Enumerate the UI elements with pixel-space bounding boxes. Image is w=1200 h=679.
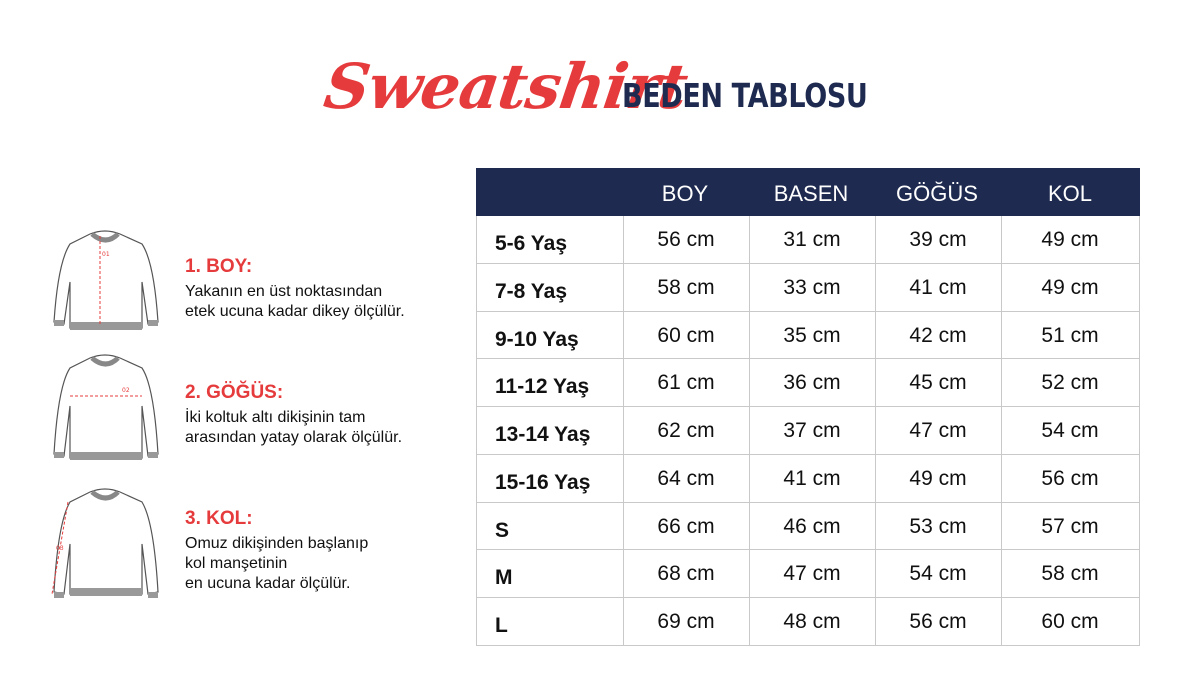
- guide-heading: 3. KOL:: [185, 508, 253, 529]
- basen-value: 47 cm: [783, 562, 841, 586]
- boy-value: 64 cm: [657, 466, 715, 490]
- guide-text: Omuz dikişinden başlanıp: [185, 535, 369, 552]
- page-title: [0, 48, 1200, 138]
- basen-value: 46 cm: [783, 514, 841, 538]
- size-label: M: [495, 566, 513, 590]
- gogus-value: 54 cm: [909, 562, 967, 586]
- table-row: [477, 550, 1139, 598]
- kol-value: 60 cm: [1041, 610, 1099, 634]
- boy-value: 62 cm: [657, 419, 715, 443]
- guide-text: en ucuna kadar ölçülür.: [185, 575, 351, 592]
- table-header: [476, 168, 1140, 216]
- guide-text: kol manşetinin: [185, 555, 288, 572]
- boy-value: 69 cm: [657, 610, 715, 634]
- size-label: L: [495, 614, 508, 638]
- basen-value: 36 cm: [783, 371, 841, 395]
- gogus-value: 42 cm: [909, 323, 967, 347]
- boy-value: 61 cm: [657, 371, 715, 395]
- sweatshirt-length-icon: [50, 222, 170, 342]
- table-row: [477, 598, 1139, 646]
- guide-text: arasından yatay olarak ölçülür.: [185, 429, 403, 446]
- basen-value: 41 cm: [783, 466, 841, 490]
- basen-value: 31 cm: [783, 228, 841, 251]
- title-script: Sweatshirt: [319, 50, 692, 123]
- size-label: 13-14 Yaş: [495, 423, 591, 447]
- size-table: [476, 168, 1140, 646]
- gogus-value: 45 cm: [909, 371, 967, 395]
- table-row: [477, 359, 1139, 407]
- boy-value: 66 cm: [657, 514, 715, 538]
- guide-kol: [50, 486, 460, 606]
- title-block: BEDEN TABLOSU: [622, 76, 868, 115]
- kol-value: 49 cm: [1041, 275, 1099, 299]
- marker-03: 03: [56, 545, 64, 552]
- guide-heading: 2. GÖĞÜS:: [185, 382, 284, 403]
- size-label: 15-16 Yaş: [495, 470, 591, 494]
- size-label: 9-10 Yaş: [495, 327, 579, 351]
- basen-value: 35 cm: [783, 323, 841, 347]
- kol-value: 57 cm: [1041, 514, 1099, 538]
- size-label: 5-6 Yaş: [495, 232, 568, 255]
- marker-02: 02: [122, 387, 130, 394]
- basen-value: 37 cm: [783, 419, 841, 443]
- guide-text: Yakanın en üst noktasından: [185, 283, 383, 300]
- kol-value: 54 cm: [1041, 419, 1099, 443]
- guide-boy: [50, 222, 460, 342]
- table-row: [477, 455, 1139, 503]
- gogus-value: 56 cm: [909, 610, 967, 634]
- boy-value: 58 cm: [657, 275, 715, 299]
- sweatshirt-sleeve-icon: [50, 486, 170, 606]
- size-label: 11-12 Yaş: [495, 375, 590, 399]
- guide-heading: 1. BOY:: [185, 256, 253, 277]
- kol-value: 49 cm: [1041, 228, 1099, 251]
- boy-value: 68 cm: [657, 562, 715, 586]
- table-body: [476, 216, 1140, 646]
- guide-text: İki koltuk altı dikişinin tam: [185, 409, 366, 426]
- gogus-value: 47 cm: [909, 419, 967, 443]
- header-boy: BOY: [661, 181, 709, 206]
- boy-value: 56 cm: [657, 228, 715, 251]
- size-label: S: [495, 518, 510, 542]
- guide-gogus: [50, 350, 460, 470]
- gogus-value: 53 cm: [909, 514, 967, 538]
- basen-value: 33 cm: [783, 275, 841, 299]
- kol-value: 56 cm: [1041, 466, 1099, 490]
- table-row: [477, 503, 1139, 551]
- marker-01: 01: [102, 251, 110, 258]
- header-gogus: GÖĞÜS: [896, 181, 978, 206]
- table-row: [477, 216, 1139, 264]
- header-empty: [476, 168, 622, 216]
- kol-value: 51 cm: [1041, 323, 1099, 347]
- boy-value: 60 cm: [657, 323, 715, 347]
- table-row: [477, 312, 1139, 360]
- header-kol: KOL: [1047, 181, 1093, 206]
- gogus-value: 49 cm: [909, 466, 967, 490]
- gogus-value: 39 cm: [909, 228, 967, 251]
- sweatshirt-chest-icon: [50, 350, 170, 470]
- kol-value: 58 cm: [1041, 562, 1099, 586]
- header-basen: BASEN: [773, 181, 849, 206]
- kol-value: 52 cm: [1041, 371, 1099, 395]
- size-label: 7-8 Yaş: [495, 279, 568, 303]
- basen-value: 48 cm: [783, 610, 841, 634]
- table-row: [477, 407, 1139, 455]
- guide-text: etek ucuna kadar dikey ölçülür.: [185, 303, 405, 320]
- table-row: [477, 264, 1139, 312]
- gogus-value: 41 cm: [909, 275, 967, 299]
